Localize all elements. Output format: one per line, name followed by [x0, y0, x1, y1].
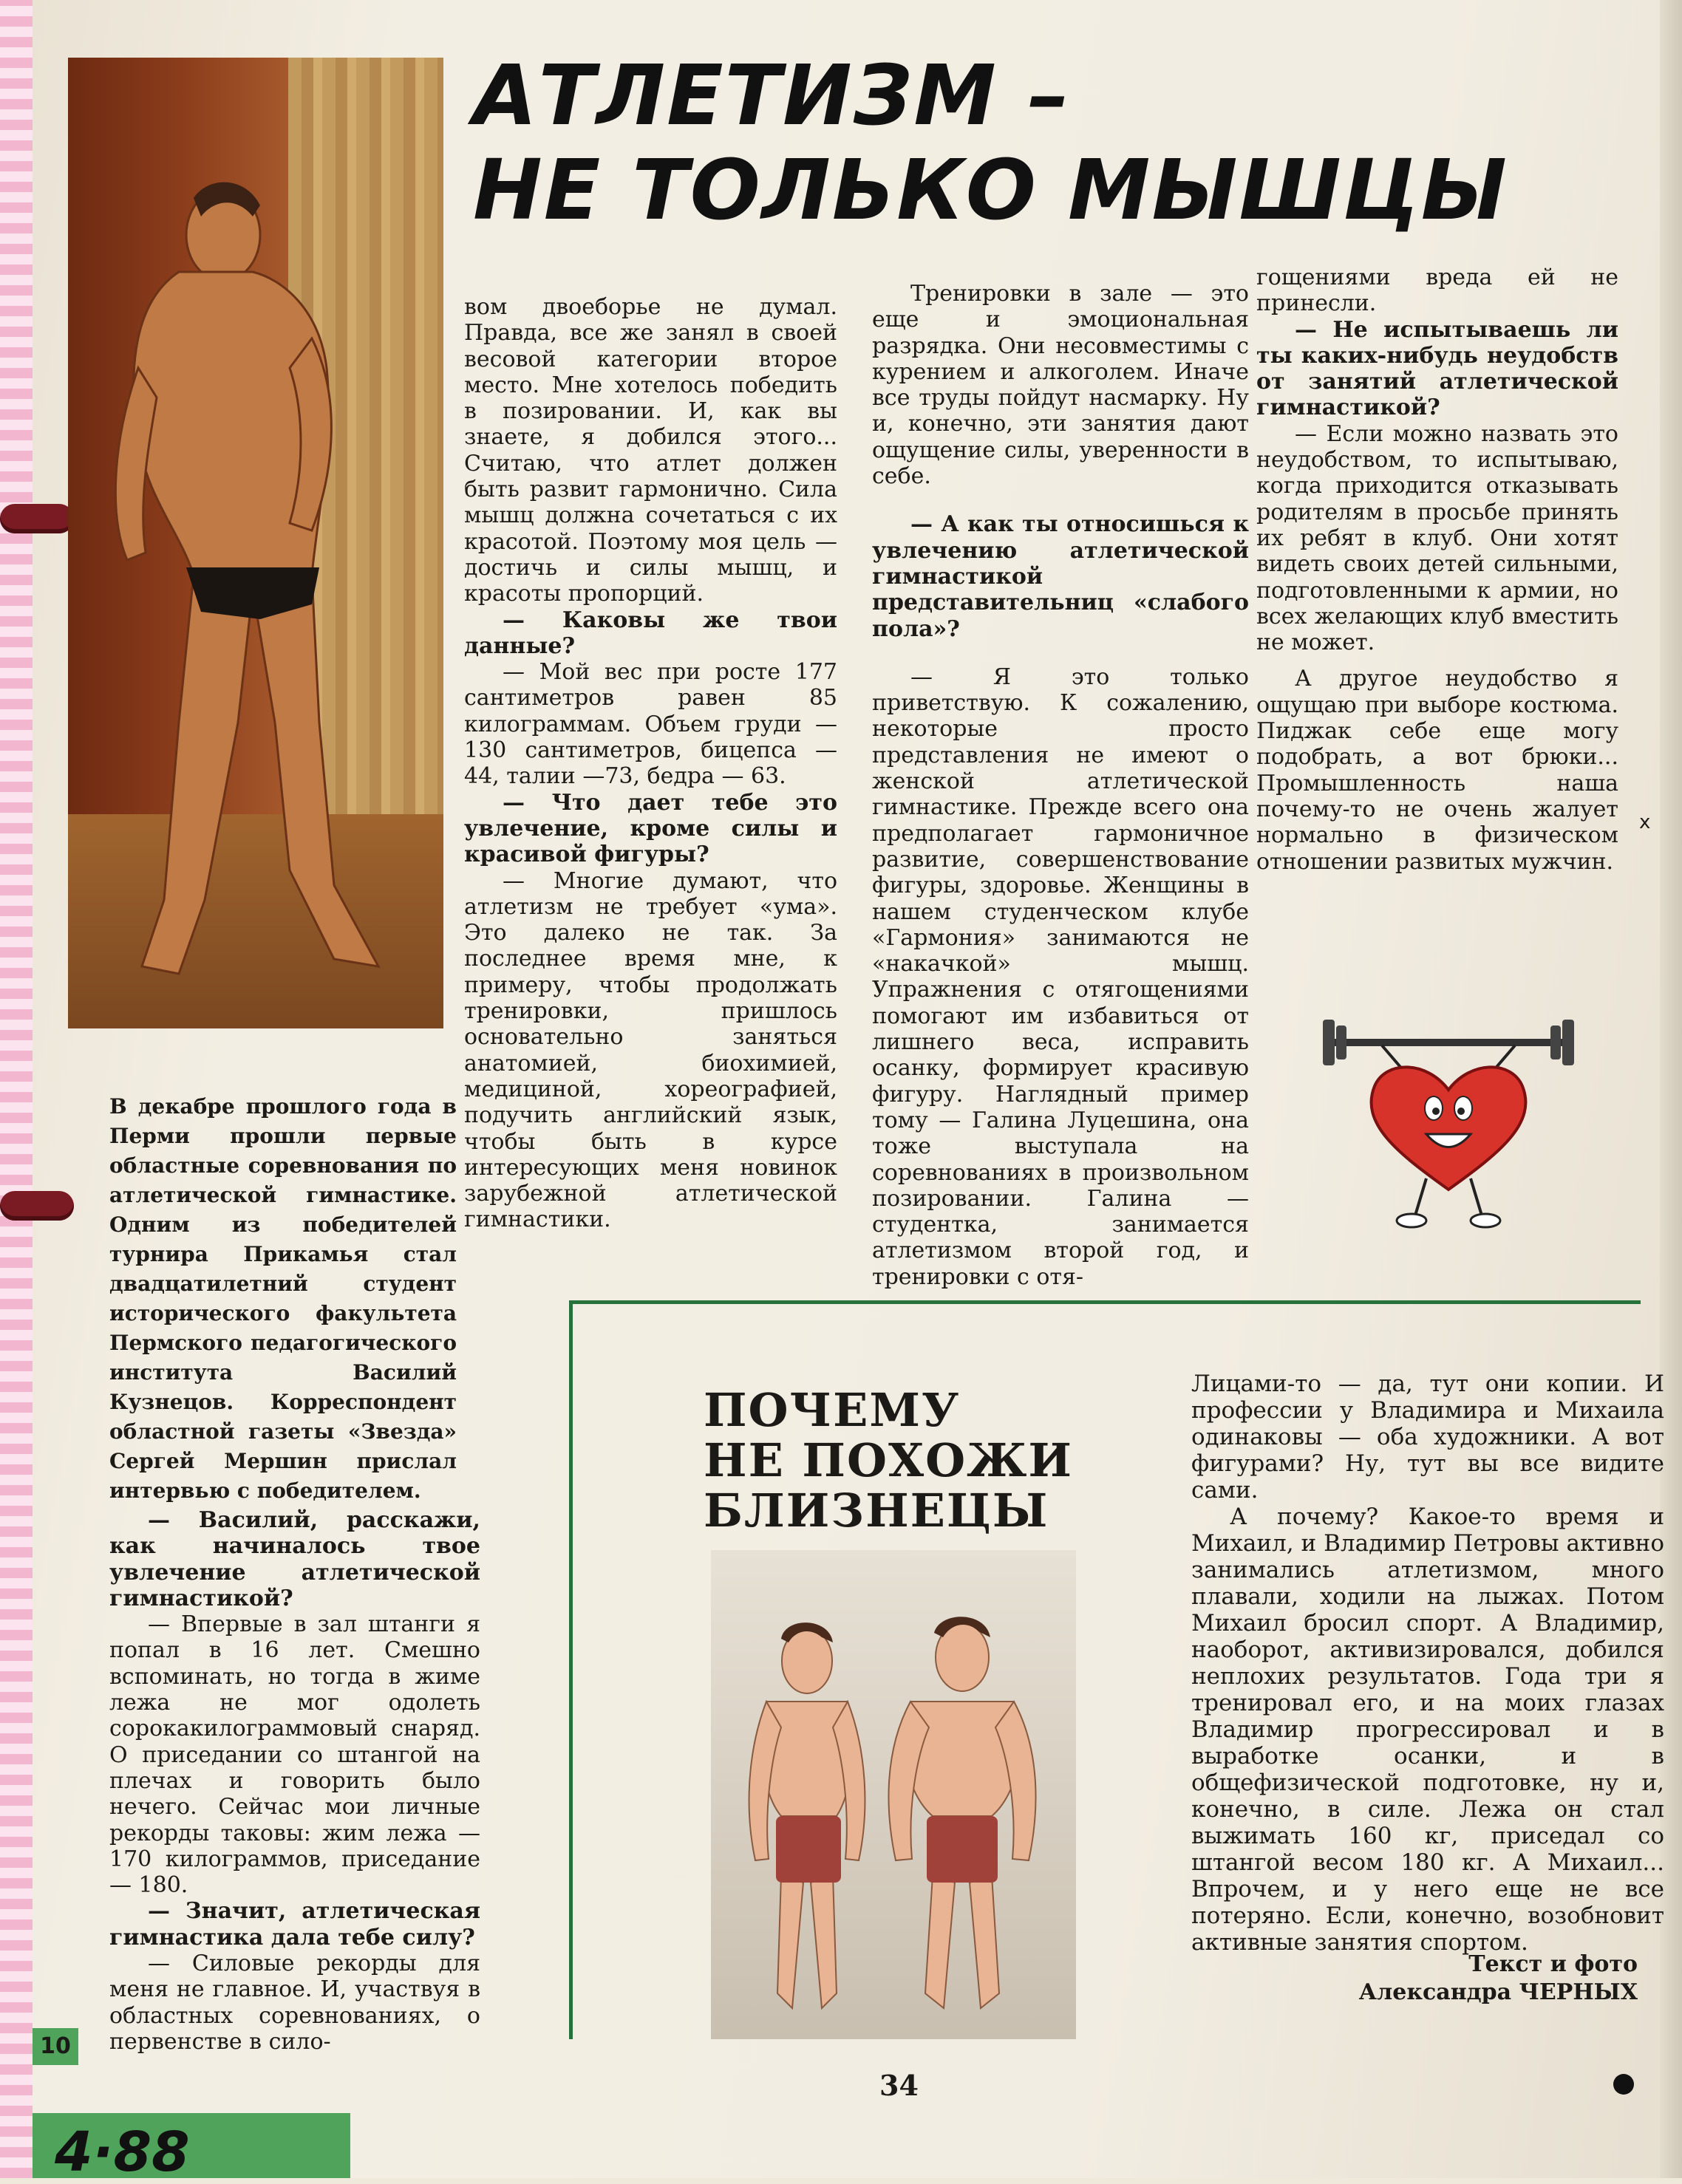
credit-author: Александра ЧЕРНЫХ — [1358, 1979, 1638, 2005]
paragraph: Лицами-то — да, тут они копии. И профессии у Владимира и Михаила одинаковы — оба художники. А вот фигурами? Ну, тут вы все видите сами. — [1191, 1371, 1664, 1504]
heading-line: ПОЧЕМУ — [704, 1383, 961, 1437]
side-tab: 10 — [33, 2028, 78, 2065]
author-credit — [1359, 1951, 1638, 2007]
question: — Что дает тебе это увлечение, кроме силы и красивой фигуры? — [464, 789, 837, 868]
margin-mark: х — [1639, 811, 1651, 833]
intro-paragraph: В декабре прошлого года в Перми прошли первые областные соревнования по атлетической гимнастике. Одним из победителей турнира Прикамья стал двадцатилетний студент исторического факультета Пермского педагогического института Василий Кузнецов. Корреспондент областной газеты «Звезда» Сергей Мершин прислал интервью с победителем. — [109, 1094, 457, 1503]
title-line-1: АТЛЕТИЗМ – — [473, 48, 1071, 144]
issue-badge — [33, 2113, 350, 2184]
page-number: 34 — [879, 2069, 919, 2102]
question: — Василий, расскажи, как начиналось твое увлечение атлетической гимнастикой? — [109, 1507, 480, 1611]
answer: Тренировки в зале — это еще и эмоциональная разрядка. Они несовместимы с курением и алкоголем. Иначе все труды пойдут насмарку. Ну и, конечно, эти занятия дают ощущение силы, уверенности в себе. — [872, 281, 1249, 490]
bullet-dot — [1613, 2074, 1634, 2095]
answer: — Я это только приветствую. К сожалению, некоторые просто представления не имеют о женской атлетической гимнастике. Прежде всего она предполагает гармоничное развитие, совершенствование фигуры, здоровье. Женщины в нашем студенческом клубе «Гармония» занимаются не «накачкой» мышц. Упражнения с отягощениями помогают им избавиться от лишнего веса, исправить осанку, формирует красивую фигуру. Наглядный пример тому — Галина Луцешина, она тоже выступала на соревнованиях в произвольном позировании. Галина — студентка, занимается атлетизмом второй год, и тренировки с отя- — [872, 663, 1249, 1290]
box-frame-left — [569, 1300, 573, 2039]
binder-ring — [0, 504, 74, 533]
question: — А как ты относишься к увлечению атлетической гимнастикой представительниц «слабого пола»? — [872, 511, 1249, 642]
athlete-photo — [68, 58, 443, 1028]
paragraph: А почему? Какое-то время и Михаил, и Владимир Петровы активно занимались атлетизмом, много плавали, ходили на лыжах. Потом Михаил бросил спорт. А Владимир, наоборот, активизировался, добился неплохих результатов. Года три я тренировал его, и на моих глазах Владимир прогрессировал и в выработке осанки, и в общефизической подготовке, ну и, конечно, в силе. Лежа он стал выжимать 160 кг, приседал со штангой весом 180 кг. А Михаил... Впрочем, и у него еще не все потеряно. Если, конечно, возобновит активные занятия спортом. — [1191, 1504, 1664, 1956]
answer: — Многие думают, что атлетизм не требует «ума». Это далеко не так. За последнее время мне, к примеру, чтобы продолжать тренировки, пришлось основательно заняться анатомией, биохимией, медициной, хореографией, подучить английский язык, чтобы быть в курсе интересующих меня новинок зарубежной атлетической гимнастики. — [464, 867, 837, 1233]
twins-photo — [711, 1550, 1076, 2039]
binder-ring — [0, 1191, 74, 1221]
heading-line: БЛИЗНЕЦЫ — [704, 1484, 1049, 1538]
question: — Каковы же твои данные? — [464, 607, 837, 659]
column-2 — [464, 294, 837, 1233]
credit-label: Текст и фото — [1468, 1951, 1638, 1977]
answer: вом двоеборье не думал. Правда, все же занял в своей весовой категории второе место. Мне хотелось победить в позировании. И, как вы знаете, я добился этого... Считаю, что атлет должен быть развит гармонично. Сила мышц должна сочетаться с их красотой. Поэтому моя цель — достичь и силы мышц, и красоты пропорций. — [464, 294, 837, 607]
twins-text — [1191, 1371, 1664, 1956]
question: — Не испытываешь ли ты каких-нибудь неудобств от занятий атлетической гимнастикой? — [1256, 316, 1618, 421]
heading-line: НЕ ПОХОЖИ — [704, 1433, 1074, 1487]
title-line-2: НЕ ТОЛЬКО МЫШЦЫ — [473, 143, 1508, 239]
box-frame-top — [569, 1300, 1641, 1304]
twins-heading — [704, 1385, 1117, 1536]
heart-lifting-barbell-illustration — [1315, 1012, 1581, 1234]
question: — Значит, атлетическая гимнастика дала тебе силу? — [109, 1898, 480, 1951]
column-1 — [109, 1507, 480, 2055]
answer: гощениями вреда ей не принесли. — [1256, 265, 1618, 317]
column-4 — [1256, 265, 1618, 875]
answer: — Силовые рекорды для меня не главное. И, участвуя в областных соревнованиях, о первенстве в сило- — [109, 1951, 480, 2055]
issue-label: 4·88 — [55, 2120, 190, 2184]
column-3 — [872, 281, 1249, 1290]
answer: — Впервые в зал штанги я попал в 16 лет. Смешно вспоминать, но тогда в жиме лежа не мог одолеть сорокакилограммовый снаряд. О приседании со штангой на плечах и говорить было нечего. Сейчас мои личные рекорды таковы: жим лежа — 170 килограммов, приседание — 180. — [109, 1611, 480, 1899]
article-title — [473, 48, 1508, 239]
answer: А другое неудобство я ощущаю при выборе костюма. Пиджак себе еще могу подобрать, а вот брюки... Промышленность наша почему-то не очень жалует нормально в физическом отношении развитых мужчин. — [1256, 666, 1618, 875]
binder-strip — [0, 0, 33, 2178]
answer: — Мой вес при росте 177 сантиметров равен 85 килограммам. Объем груди — 130 сантиметров, бицепса — 44, талии —73, бедра — 63. — [464, 659, 837, 790]
answer: — Если можно назвать это неудобством, то испытываю, когда приходится отказывать родителям в просьбе принять их ребят в клуб. Они хотят видеть своих детей сильными, подготовленными к армии, но всех желающих клуб вместить не может. — [1256, 420, 1618, 656]
